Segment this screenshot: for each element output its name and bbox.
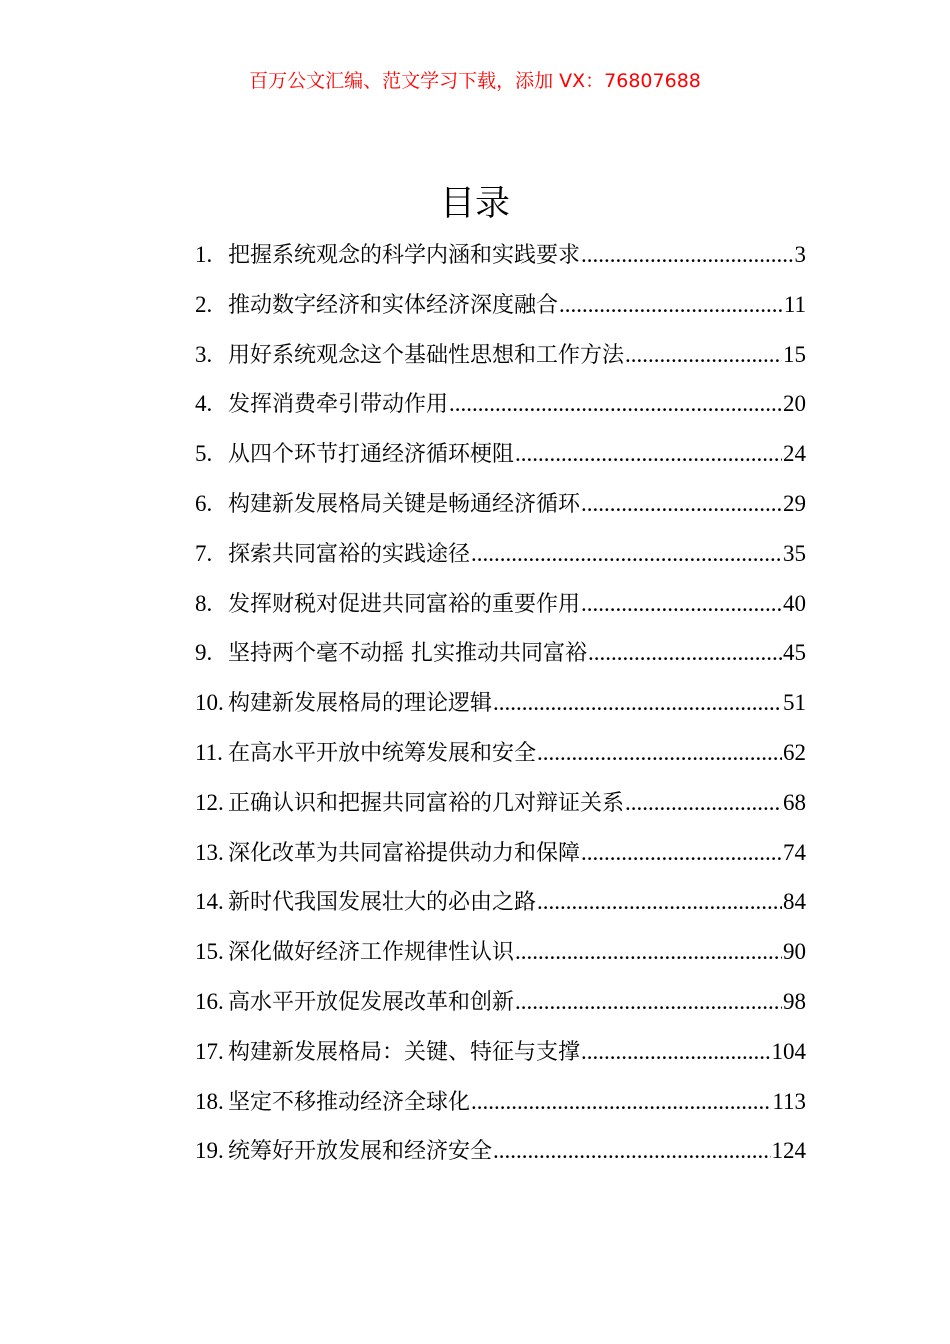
toc-entry-number: 19. [195,1138,224,1164]
toc-entry[interactable] [195,778,806,828]
toc-entry-title[interactable]: 从四个环节打通经济循环梗阻 [228,442,515,468]
toc-entry-title[interactable]: 构建新发展格局：关键、特征与支撑 [228,1039,581,1065]
toc-entry-title[interactable]: 统筹好开放发展和经济安全 [228,1139,493,1165]
toc-entry-number: 6. [195,490,213,516]
toc-leader-dots [559,280,783,330]
toc-entry[interactable] [195,230,806,280]
toc-entry-title[interactable]: 用好系统观念这个基础性思想和工作方法 [228,342,625,368]
toc-entry-title[interactable]: 坚持两个毫不动摇 扎实推动共同富裕 [228,641,587,667]
toc-leader-dots [515,927,782,977]
toc-entry-page[interactable]: 40 [783,590,806,616]
toc-entry-page[interactable]: 20 [783,391,806,417]
toc-entry-page[interactable]: 74 [783,839,806,865]
toc-leader-dots [581,579,782,629]
toc-entry-page[interactable]: 15 [783,341,806,367]
toc-leader-dots [581,828,782,878]
toc-leader-dots [515,977,782,1027]
toc-entry-title[interactable]: 在高水平开放中统筹发展和安全 [228,740,537,766]
toc-entry[interactable] [195,828,806,878]
toc-entry-page[interactable]: 11 [783,291,806,317]
toc-entry-page[interactable]: 24 [783,441,806,467]
toc-entry[interactable] [195,1126,806,1176]
toc-leader-dots [588,628,782,678]
toc-entry[interactable] [195,330,806,380]
toc-entry-number: 13. [195,839,224,865]
toc-entry-number: 12. [195,789,224,815]
toc-entry-title[interactable]: 新时代我国发展壮大的必由之路 [228,890,537,916]
toc-leader-dots [471,529,782,579]
toc-entry-title[interactable]: 发挥财税对促进共同富裕的重要作用 [228,591,581,617]
toc-leader-dots [625,778,782,828]
toc-entry-page[interactable]: 90 [783,939,806,965]
toc-entry-page[interactable]: 45 [783,640,806,666]
toc-entry-page[interactable]: 3 [794,242,806,267]
header-note: 百万公文汇编、范文学习下载，添加 VX：76807688 [249,70,701,92]
toc-entry-title[interactable]: 把握系统观念的科学内涵和实践要求 [228,243,581,268]
toc-entry-number: 16. [195,988,224,1014]
toc-entry-title[interactable]: 构建新发展格局的理论逻辑 [228,691,493,717]
toc-entry-number: 18. [195,1088,224,1114]
toc-leader-dots [449,379,782,429]
page-title: 目录 [439,184,510,224]
toc-entry[interactable] [195,628,806,678]
toc-entry-title[interactable]: 探索共同富裕的实践途径 [228,541,471,567]
toc-entry-number: 8. [195,590,213,616]
toc-entry-title[interactable]: 深化做好经济工作规律性认识 [228,940,515,966]
toc-entry-title[interactable]: 高水平开放促发展改革和创新 [228,989,515,1015]
toc-entry-number: 5. [195,441,213,467]
toc-entry-number: 15. [195,939,224,965]
toc-entry-page[interactable]: 68 [783,789,806,815]
toc-entry[interactable] [195,280,806,330]
toc-entry[interactable] [195,579,806,629]
toc-entry-title[interactable]: 构建新发展格局关键是畅通经济循环 [228,491,581,517]
toc-entry[interactable] [195,927,806,977]
toc-leader-dots [493,678,782,728]
toc-entry-page[interactable]: 51 [783,690,806,716]
toc-entry[interactable] [195,479,806,529]
toc-leader-dots [537,877,782,927]
toc-leader-dots [625,330,782,380]
toc-entry-page[interactable]: 29 [783,490,806,516]
toc-entry-number: 1. [195,242,213,267]
toc-entry[interactable] [195,379,806,429]
toc-entry-page[interactable]: 62 [783,739,806,765]
toc-entry-number: 10. [195,690,224,716]
toc-entry-page[interactable]: 35 [783,540,806,566]
toc-entry-page[interactable]: 124 [771,1138,806,1164]
toc-leader-dots [493,1126,770,1176]
toc-entry-title[interactable]: 坚定不移推动经济全球化 [228,1089,471,1115]
toc-entry[interactable] [195,1027,806,1077]
toc-entry-number: 7. [195,540,213,566]
toc-entry-page[interactable]: 84 [783,889,806,915]
table-of-contents [195,230,806,1176]
toc-entry-number: 4. [195,391,213,417]
toc-entry-page[interactable]: 104 [771,1038,806,1064]
toc-entry[interactable] [195,678,806,728]
toc-entry-number: 14. [195,889,224,915]
toc-entry-number: 11. [195,739,223,765]
toc-entry-title[interactable]: 深化改革为共同富裕提供动力和保障 [228,840,581,866]
toc-entry-number: 2. [195,291,213,317]
toc-leader-dots [581,1027,770,1077]
toc-entry-title[interactable]: 推动数字经济和实体经济深度融合 [228,292,559,318]
toc-entry-number: 17. [195,1038,224,1064]
toc-entry-number: 9. [195,640,213,666]
toc-entry-title[interactable]: 发挥消费牵引带动作用 [228,392,449,418]
toc-entry[interactable] [195,529,806,579]
toc-entry[interactable] [195,1077,806,1127]
toc-entry[interactable] [195,977,806,1027]
toc-entry[interactable] [195,728,806,778]
toc-leader-dots [515,429,782,479]
toc-entry-title[interactable]: 正确认识和把握共同富裕的几对辩证关系 [228,790,625,816]
toc-entry-page[interactable]: 113 [772,1088,806,1114]
toc-entry[interactable] [195,429,806,479]
toc-entry-number: 3. [195,341,213,367]
toc-leader-dots [581,230,793,280]
toc-leader-dots [581,479,782,529]
toc-leader-dots [471,1077,771,1127]
toc-entry-page[interactable]: 98 [783,988,806,1014]
toc-leader-dots [537,728,782,778]
toc-entry[interactable] [195,877,806,927]
